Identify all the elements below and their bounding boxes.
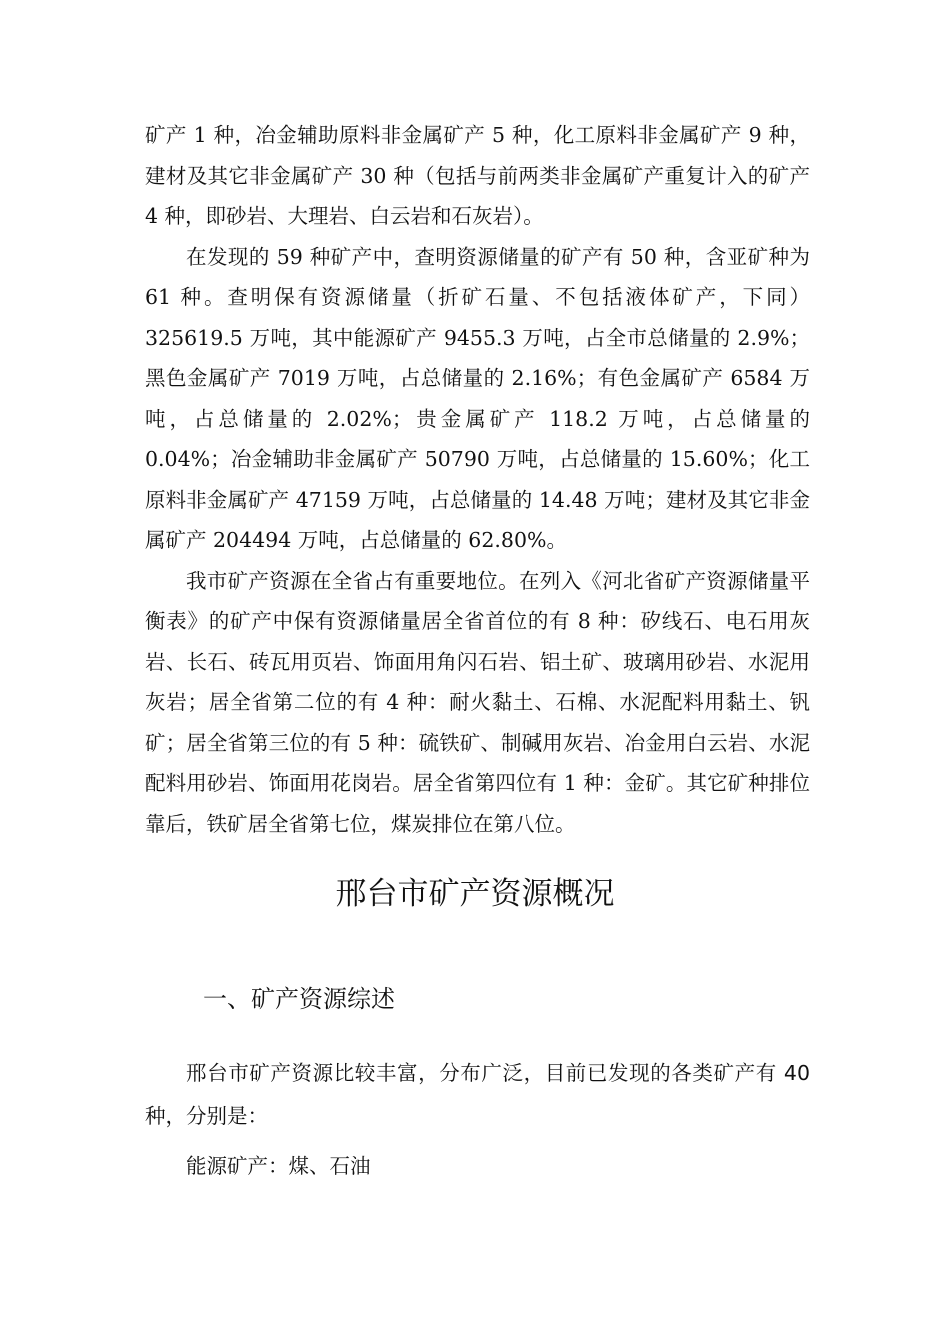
- paragraph-continuation: 矿产 1 种，冶金辅助原料非金属矿产 5 种，化工原料非金属矿产 9 种，建材及其它非金属矿产 30 种（包括与前两类非金属矿产重复计入的矿产 4 种，即砂岩、大理岩、白云岩和石灰岩）。: [145, 123, 810, 228]
- body-text-block: [145, 115, 810, 844]
- paragraph-reserves: 在发现的 59 种矿产中，查明资源储量的矿产有 50 种，含亚矿种为 61 种。查明保有资源储量（折矿石量、不包括液体矿产，下同）325619.5 万吨，其中能源矿产 9455.3 万吨，占全市总储量的 2.9%；黑色金属矿产 7019 万吨，占总储量的 2.16%；有色金属矿产 6584 万吨，占总储量的 2.02%；贵金属矿产 118.2 万吨，占总储量的 0.04%；冶金辅助非金属矿产 50790 万吨，占总储量的 15.60%；化工原料非金属矿产 47159 万吨，占总储量的 14.48 万吨；建材及其它非金属矿产 204494 万吨，占总储量的 62.80%。: [145, 244, 810, 552]
- paragraph-intro: 邢台市矿产资源比较丰富，分布广泛，目前已发现的各类矿产有 40 种，分别是：: [145, 1061, 810, 1128]
- section-title: 邢台市矿产资源概况: [335, 876, 615, 912]
- energy-minerals-line: 能源矿产：煤、石油: [186, 1154, 371, 1178]
- paragraph-province-ranking: 我市矿产资源在全省占有重要地位。在列入《河北省矿产资源储量平衡表》的矿产中保有资源储量居全省首位的有 8 种：矽线石、电石用灰岩、长石、砖瓦用页岩、饰面用角闪石岩、铝土矿、玻璃用砂岩、水泥用灰岩；居全省第二位的有 4 种：耐火黏土、石棉、水泥配料用黏土、钒矿；居全省第三位的有 5 种：硫铁矿、制碱用灰岩、冶金用白云岩、水泥配料用砂岩、饰面用花岗岩。居全省第四位有 1 种：金矿。其它矿种排位靠后，铁矿居全省第七位，煤炭排位在第八位。: [145, 568, 810, 836]
- overview-text-block: [145, 1052, 810, 1188]
- subheading: 一、矿产资源综述: [203, 985, 395, 1013]
